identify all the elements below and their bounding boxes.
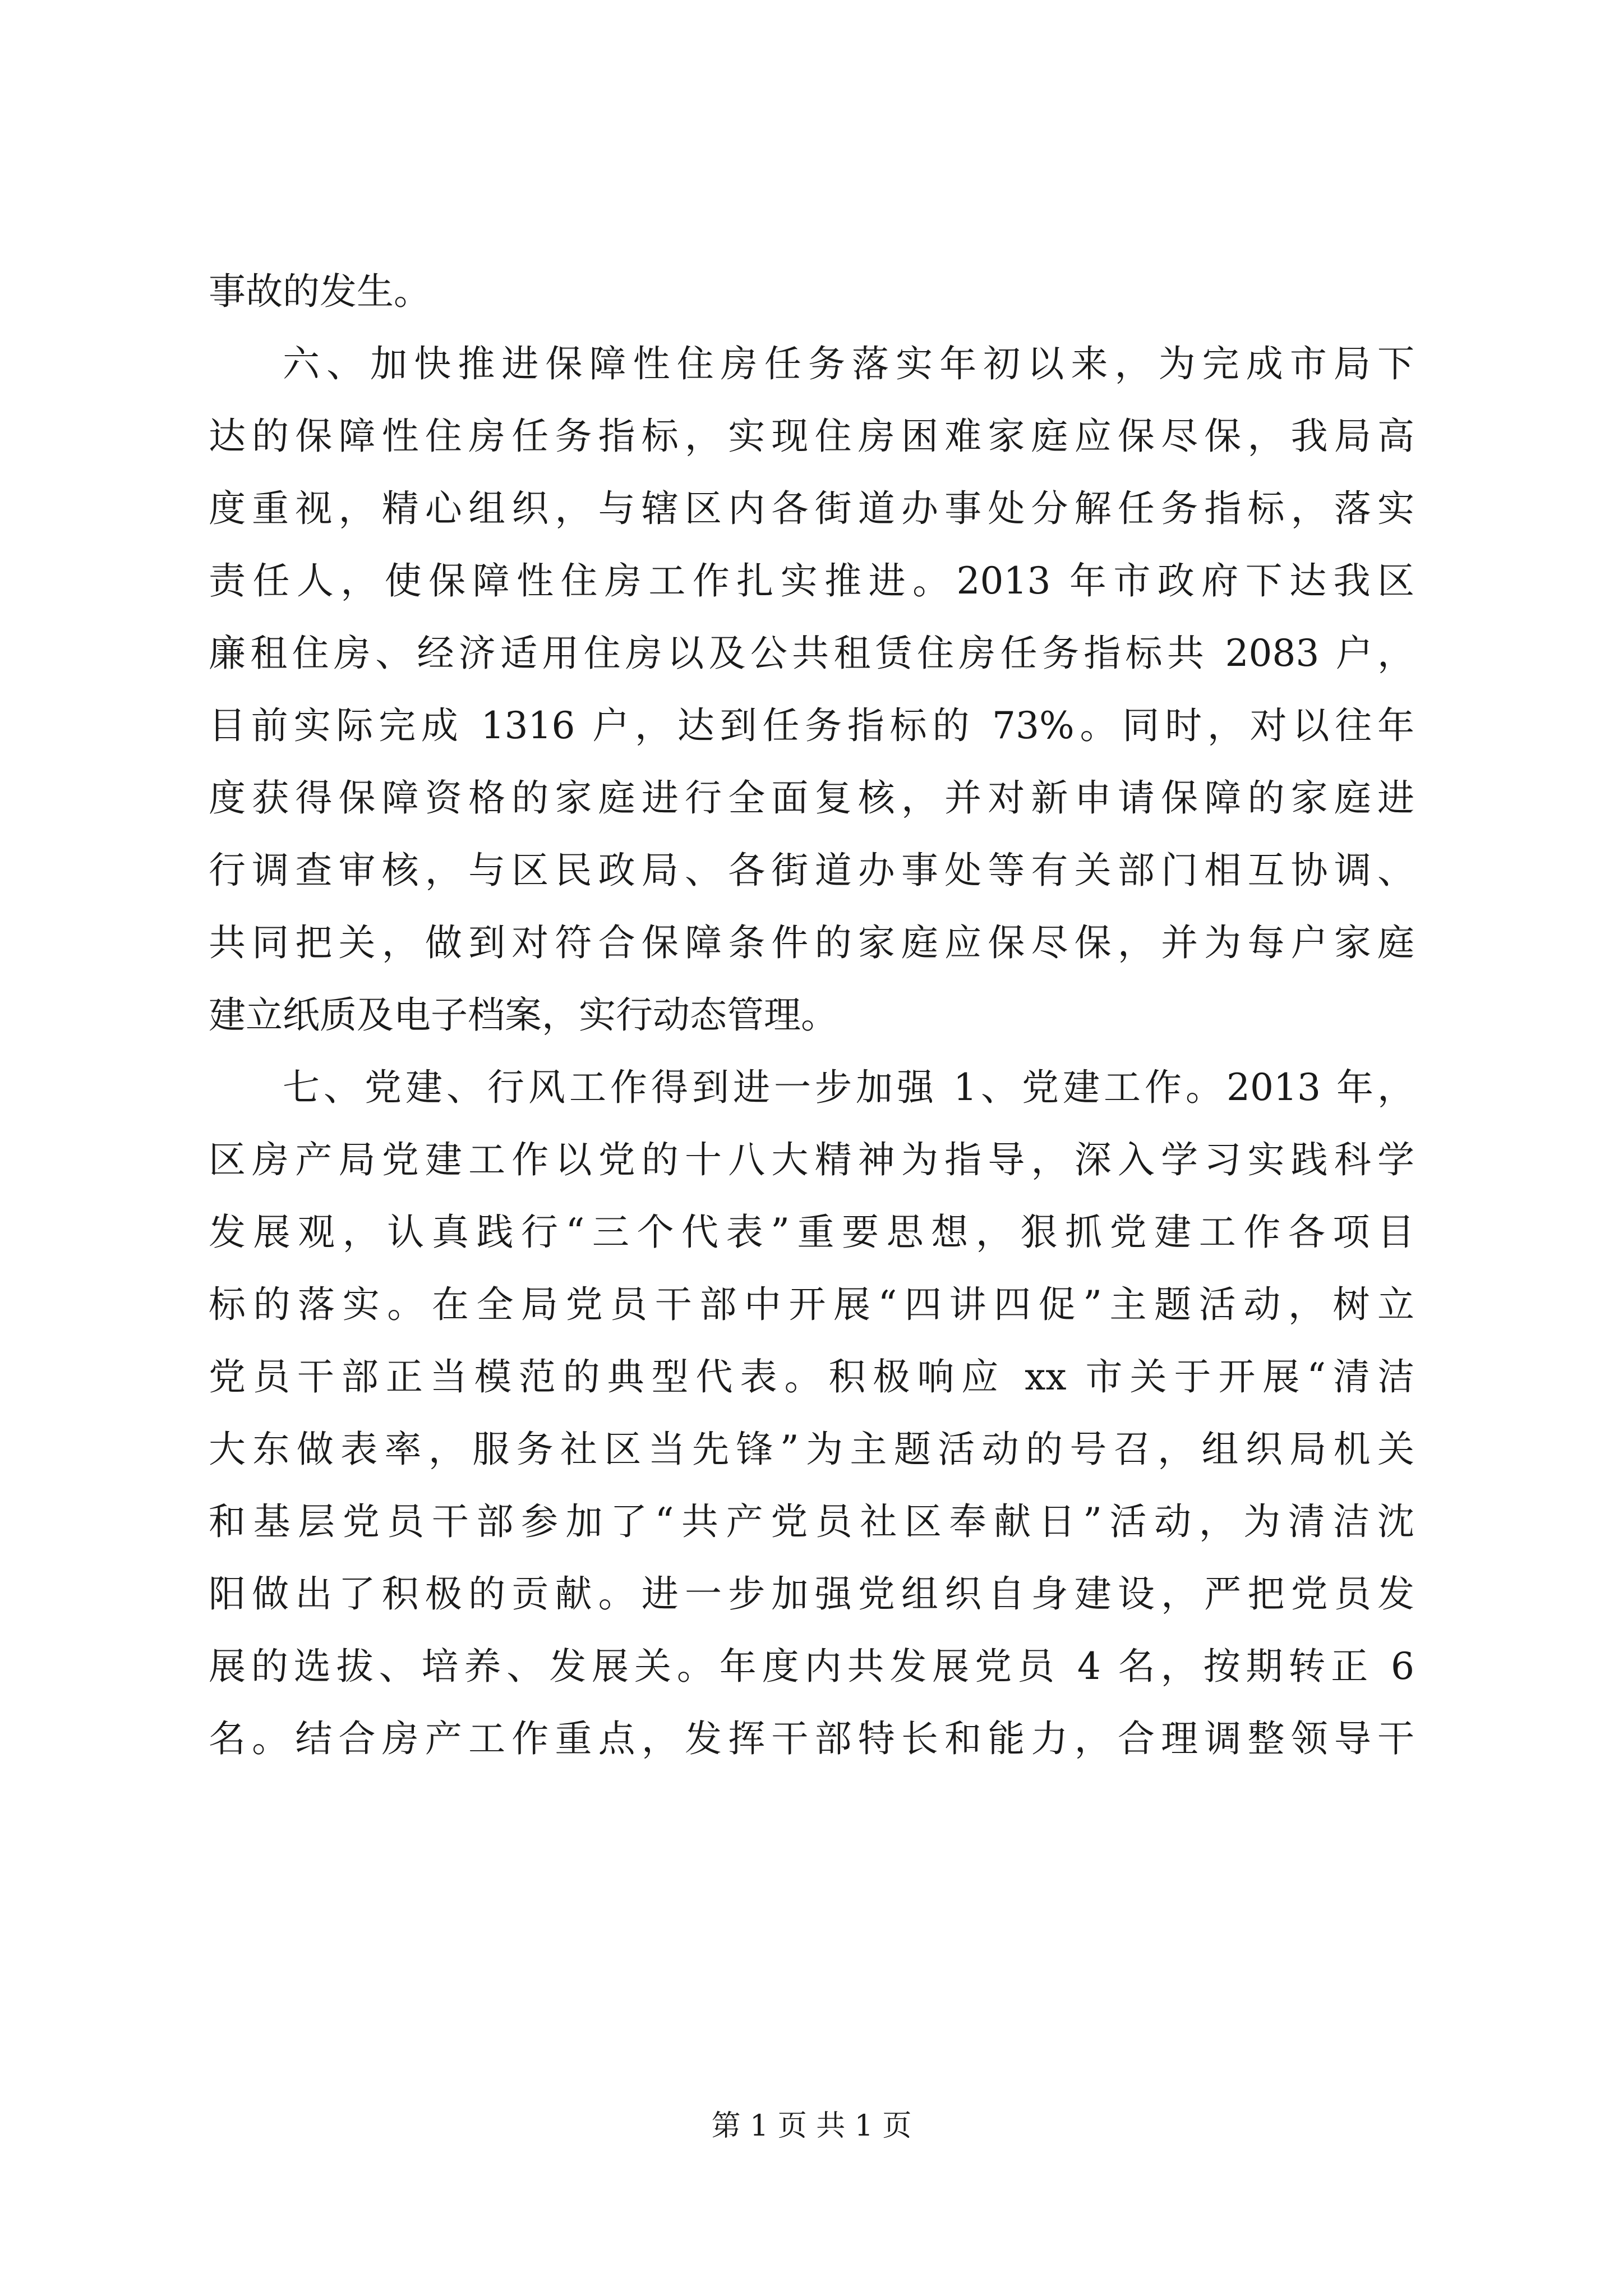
text-line: 度获得保障资格的家庭进行全面复核，并对新申请保障的家庭进 bbox=[209, 776, 1414, 820]
text-line: 建立纸质及电子档案，实行动态管理。 bbox=[209, 993, 838, 1037]
text-line: 度重视，精心组织，与辖区内各街道办事处分解任务指标，落实 bbox=[209, 487, 1414, 530]
text-line: 目前实际完成 1316 户，达到任务指标的 73%。同时，对以往年 bbox=[209, 704, 1414, 747]
text-line: 展的选拔、培养、发展关。年度内共发展党员 4 名，按期转正 6 bbox=[209, 1645, 1414, 1688]
text-line: 达的保障性住房任务指标，实现住房困难家庭应保尽保，我局高 bbox=[209, 415, 1414, 458]
text-line: 责任人，使保障性住房工作扎实推进。2013 年市政府下达我区 bbox=[209, 559, 1414, 602]
text-line: 和基层党员干部参加了“共产党员社区奉献日”活动，为清洁沈 bbox=[209, 1500, 1414, 1543]
text-line: 发展观，认真践行“三个代表”重要思想，狠抓党建工作各项目 bbox=[209, 1211, 1414, 1254]
text-line: 行调查审核，与区民政局、各街道办事处等有关部门相互协调、 bbox=[209, 849, 1414, 892]
text-line: 共同把关，做到对符合保障条件的家庭应保尽保，并为每户家庭 bbox=[209, 921, 1414, 964]
paragraph-start-line: 七、党建、行风工作得到进一步加强 1、党建工作。2013 年， bbox=[283, 1066, 1414, 1109]
text-line: 廉租住房、经济适用住房以及公共租赁住房任务指标共 2083 户， bbox=[209, 632, 1414, 675]
text-line: 党员干部正当模范的典型代表。积极响应 xx 市关于开展“清洁 bbox=[209, 1355, 1414, 1398]
text-line: 阳做出了积极的贡献。进一步加强党组织自身建设，严把党员发 bbox=[209, 1572, 1414, 1616]
page-footer bbox=[0, 2109, 1623, 2143]
text-line: 名。结合房产工作重点，发挥干部特长和能力，合理调整领导干 bbox=[209, 1717, 1414, 1760]
text-line: 区房产局党建工作以党的十八大精神为指导，深入学习实践科学 bbox=[209, 1138, 1414, 1181]
paragraph-start-line: 六、加快推进保障性住房任务落实年初以来，为完成市局下 bbox=[283, 342, 1414, 385]
text-line: 标的落实。在全局党员干部中开展“四讲四促”主题活动，树立 bbox=[209, 1283, 1414, 1326]
text-line: 事故的发生。 bbox=[209, 270, 431, 313]
page-number-label: 第 1 页 共 1 页 bbox=[711, 2109, 912, 2143]
document-body bbox=[209, 255, 1414, 1775]
text-line: 大东做表率，服务社区当先锋”为主题活动的号召，组织局机关 bbox=[209, 1428, 1414, 1471]
